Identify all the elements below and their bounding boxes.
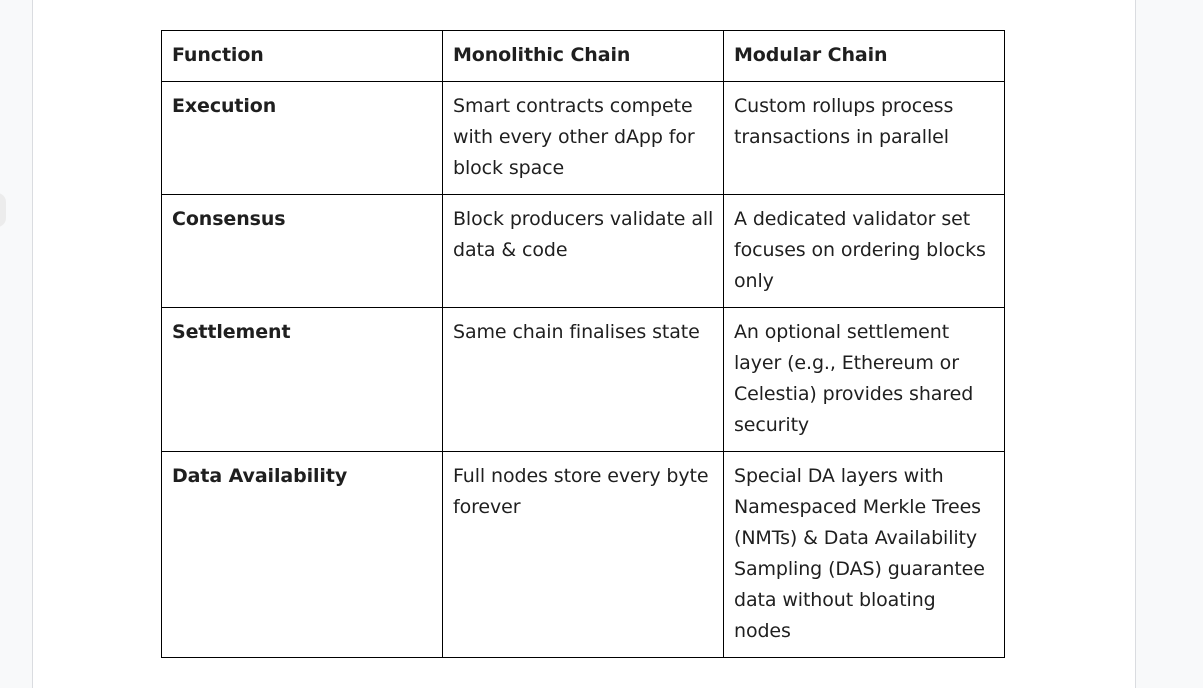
monolithic-cell: Full nodes store every byte forever xyxy=(443,452,724,658)
header-cell-function: Function xyxy=(162,31,443,82)
monolithic-cell: Smart contracts compete with every other dApp for block space xyxy=(443,82,724,195)
comparison-table xyxy=(161,30,1005,658)
side-panel-handle[interactable] xyxy=(0,193,6,227)
header-cell-modular: Modular Chain xyxy=(724,31,1005,82)
modular-cell: A dedicated validator set focuses on ordering blocks only xyxy=(724,195,1005,308)
modular-cell: Special DA layers with Namespaced Merkle Trees (NMTs) & Data Availability Sampling (DAS) guarantee data without bloating nodes xyxy=(724,452,1005,658)
function-cell: Execution xyxy=(162,82,443,195)
function-cell: Settlement xyxy=(162,308,443,452)
modular-cell: An optional settlement layer (e.g., Ethereum or Celestia) provides shared security xyxy=(724,308,1005,452)
table-row xyxy=(162,195,1005,308)
function-cell: Consensus xyxy=(162,195,443,308)
modular-cell: Custom rollups process transactions in parallel xyxy=(724,82,1005,195)
table-row xyxy=(162,308,1005,452)
table-row xyxy=(162,82,1005,195)
table-header-row xyxy=(162,31,1005,82)
monolithic-cell: Same chain finalises state xyxy=(443,308,724,452)
monolithic-cell: Block producers validate all data & code xyxy=(443,195,724,308)
function-cell: Data Availability xyxy=(162,452,443,658)
table-row xyxy=(162,452,1005,658)
header-cell-monolithic: Monolithic Chain xyxy=(443,31,724,82)
